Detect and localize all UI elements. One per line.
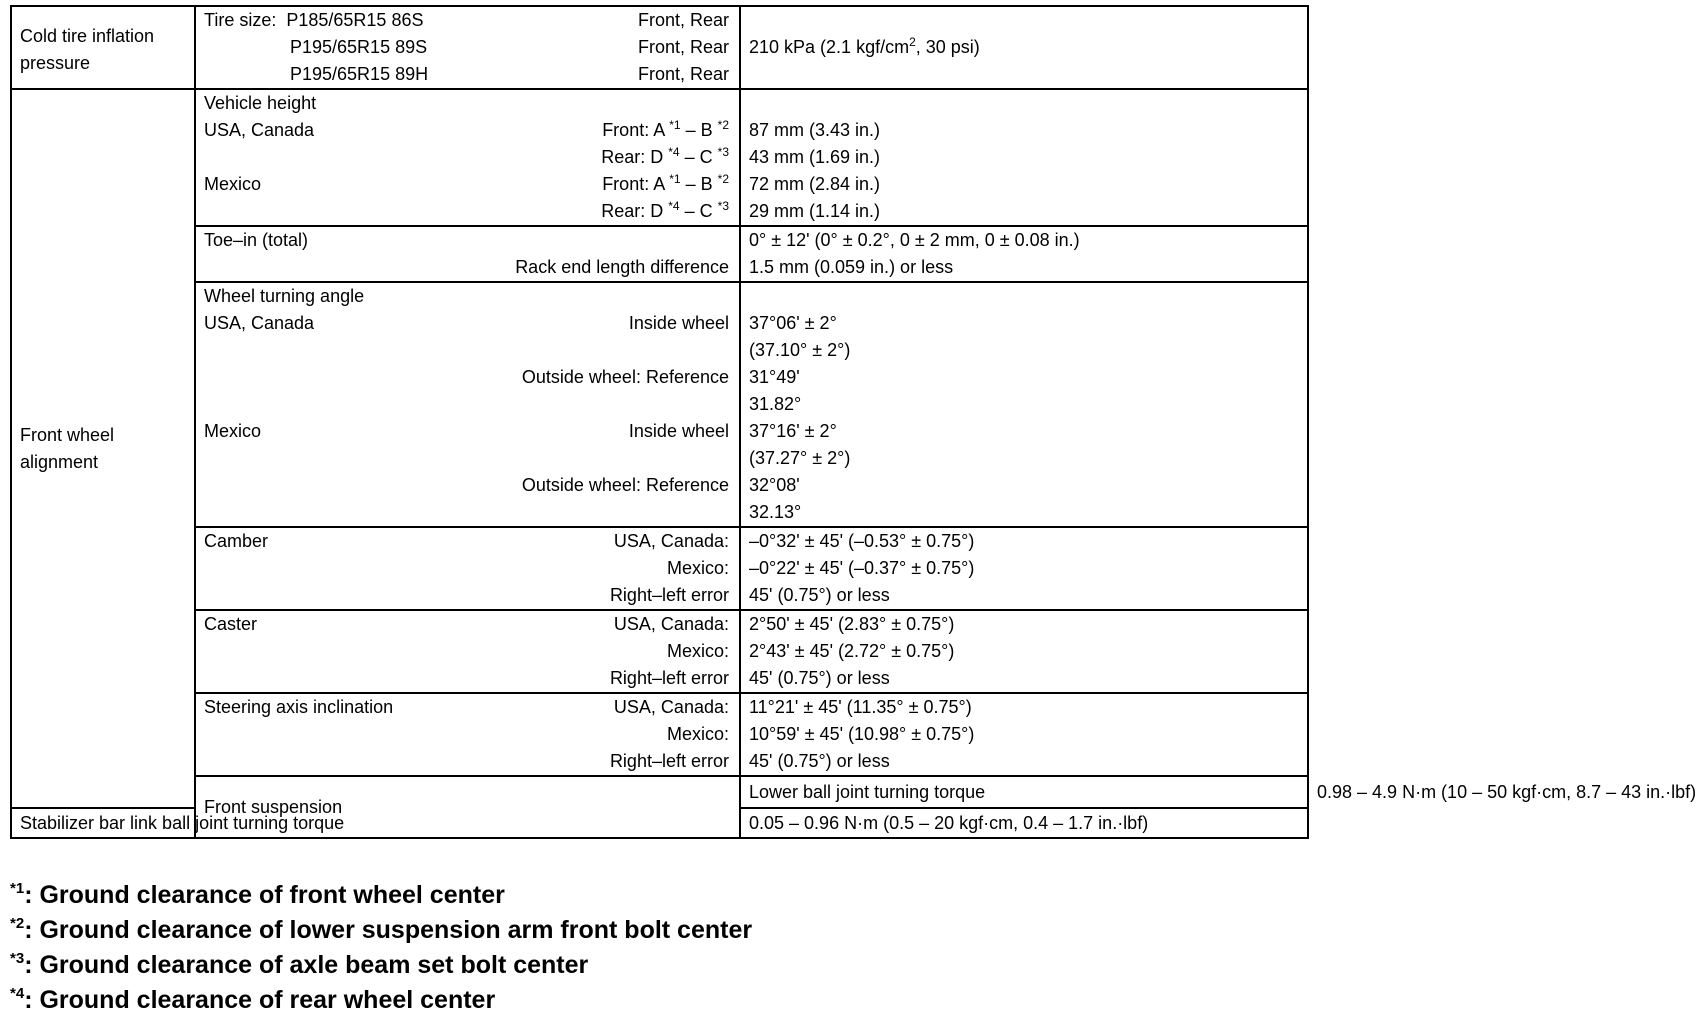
item-sublabel: Outside wheel: Reference — [521, 367, 729, 387]
item-sublabel: USA, Canada: — [613, 697, 729, 717]
spec-value: 45' (0.75°) or less — [749, 585, 890, 605]
tire-position: Front, Rear — [637, 10, 729, 30]
item-sublabel: Rack end length difference — [515, 257, 729, 277]
spec-value: 2°43' ± 45' (2.72° ± 0.75°) — [749, 641, 955, 661]
region-label: USA, Canada — [204, 120, 315, 140]
value-cell — [740, 527, 1308, 610]
value-cell — [740, 6, 1308, 89]
footnote: $^{*2}$: Ground clearance of lower suspension arm front bolt center — [10, 915, 753, 944]
region-label: Mexico — [204, 421, 262, 441]
spec-value: 45' (0.75°) or less — [749, 668, 890, 688]
table-row — [11, 6, 1308, 89]
item-cell — [195, 89, 740, 226]
value-cell — [740, 282, 1308, 527]
table-row — [11, 610, 1308, 693]
item-title: Steering axis inclination — [204, 697, 394, 717]
tire-size: P185/65R15 86S — [286, 10, 424, 30]
spec-value: 10°59' ± 45' (10.98° ± 0.75°) — [749, 724, 975, 744]
height-front-label: Front: A $^{*1}$ – B $^{*2}$ — [602, 172, 729, 194]
spec-value: 31.82° — [749, 394, 802, 414]
item-cell — [195, 282, 740, 527]
tire-pressure-value: 210 kPa (2.1 kgf/$cm^2$, 30 psi) — [749, 35, 980, 57]
item-sublabel: Right–left error — [609, 585, 729, 605]
item-cell — [195, 6, 740, 89]
spec-value: –0°22' ± 45' (–0.37° ± 0.75°) — [749, 558, 975, 578]
spec-value: 32°08' — [749, 475, 800, 495]
height-rear-label: Rear: D $^{*4}$ – C $^{*3}$ — [601, 199, 729, 221]
table-row — [11, 776, 1308, 808]
specification-table — [10, 5, 1696, 839]
category-label: Front suspension — [204, 796, 343, 817]
item-title: Camber — [204, 531, 269, 551]
spec-value: (37.27° ± 2°) — [749, 448, 851, 468]
table-row — [11, 693, 1308, 776]
spec-value: 43 mm (1.69 in.) — [749, 147, 881, 167]
item-sublabel: USA, Canada: — [613, 531, 729, 551]
tire-size: P195/65R15 89S — [290, 37, 428, 57]
region-label: Mexico — [204, 174, 262, 194]
spec-value: 87 mm (3.43 in.) — [749, 120, 881, 140]
spec-value: 1.5 mm (0.059 in.) or less — [749, 257, 954, 277]
spec-value: 31°49' — [749, 367, 800, 387]
spec-value: 0° ± 12' (0° ± 0.2°, 0 ± 2 mm, 0 ± 0.08 in.) — [749, 230, 1080, 250]
item-cell — [195, 693, 740, 776]
footnote: $^{*4}$: Ground clearance of rear wheel center — [10, 985, 496, 1014]
spec-value: 0.05 – 0.96 N·m (0.5 – 20 kgf·cm, 0.4 – 1.7 in.·lbf) — [749, 813, 1149, 833]
region-label: USA, Canada — [204, 313, 315, 333]
tire-position: Front, Rear — [637, 64, 729, 84]
spec-value: (37.10° ± 2°) — [749, 340, 851, 360]
spec-value: 2°50' ± 45' (2.83° ± 0.75°) — [749, 614, 955, 634]
table-row — [11, 527, 1308, 610]
spec-value: 37°06' ± 2° — [749, 313, 837, 333]
item-sublabel: Right–left error — [609, 751, 729, 771]
item-sublabel: Right–left error — [609, 668, 729, 688]
spec-value: 32.13° — [749, 502, 802, 522]
spec-value: 72 mm (2.84 in.) — [749, 174, 881, 194]
tire-position: Front, Rear — [637, 37, 729, 57]
item-cell — [195, 610, 740, 693]
item-sublabel: Mexico: — [666, 641, 729, 661]
spec-value: –0°32' ± 45' (–0.53° ± 0.75°) — [749, 531, 975, 551]
item-title: Stabilizer bar link ball joint turning torque — [20, 813, 345, 833]
item-cell — [11, 808, 345, 838]
value-cell — [740, 226, 1308, 282]
category-label: Front wheel alignment — [20, 424, 115, 472]
item-sublabel: Mexico: — [666, 724, 729, 744]
tire-size: P195/65R15 89H — [290, 64, 429, 84]
spec-value: 0.98 – 4.9 N·m (10 – 50 kgf·cm, 8.7 – 43 in.·lbf) — [1317, 782, 1696, 802]
item-title: Toe–in (total) — [204, 230, 309, 250]
height-rear-label: Rear: D $^{*4}$ – C $^{*3}$ — [601, 145, 729, 167]
category-cell — [11, 6, 195, 89]
footnotes — [10, 878, 752, 1018]
footnote: $^{*3}$: Ground clearance of axle beam set bolt center — [10, 950, 589, 979]
category-cell — [11, 89, 195, 808]
item-sublabel: USA, Canada: — [613, 614, 729, 634]
item-title: Lower ball joint turning torque — [749, 782, 986, 802]
item-cell — [740, 776, 1308, 808]
value-cell — [740, 808, 1308, 838]
tire-size-label: Tire size: — [204, 10, 277, 30]
category-label: Cold tire inflation pressure — [20, 26, 155, 73]
spec-sheet — [10, 5, 1696, 839]
spec-value: 37°16' ± 2° — [749, 421, 837, 441]
item-cell — [195, 226, 740, 282]
value-cell — [740, 89, 1308, 226]
table-row — [11, 89, 1308, 226]
spec-value: 29 mm (1.14 in.) — [749, 201, 881, 221]
height-front-label: Front: A $^{*1}$ – B $^{*2}$ — [602, 118, 729, 140]
item-title: Caster — [204, 614, 258, 634]
item-sublabel: Inside wheel — [628, 421, 729, 441]
item-cell — [195, 527, 740, 610]
table-row — [11, 282, 1308, 527]
spec-value: 11°21' ± 45' (11.35° ± 0.75°) — [749, 697, 972, 717]
item-title: Wheel turning angle — [204, 286, 365, 306]
item-sublabel: Inside wheel — [628, 313, 729, 333]
item-title: Vehicle height — [204, 93, 317, 113]
item-sublabel: Outside wheel: Reference — [521, 475, 729, 495]
footnote: $^{*1}$: Ground clearance of front wheel center — [10, 880, 505, 909]
item-sublabel: Mexico: — [666, 558, 729, 578]
value-cell — [740, 610, 1308, 693]
value-cell — [740, 693, 1308, 776]
table-row — [11, 226, 1308, 282]
spec-value: 45' (0.75°) or less — [749, 751, 890, 771]
